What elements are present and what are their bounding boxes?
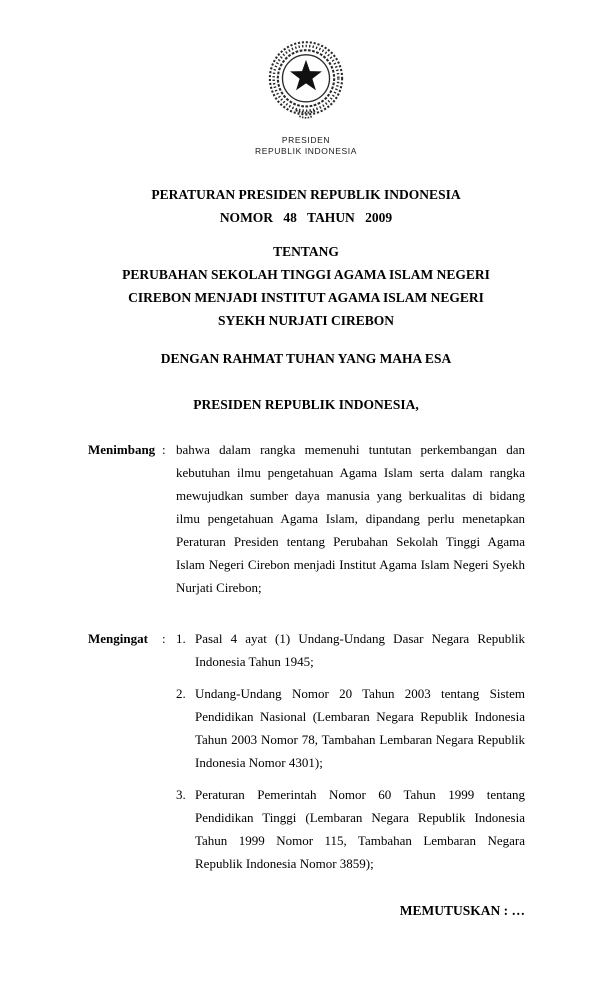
seal-caption-line2: REPUBLIK INDONESIA [255,146,357,156]
decision-line: MEMUTUSKAN : … [399,903,525,918]
title-subject [0,263,612,332]
seal-caption [0,135,612,157]
list-number: 3. [176,787,186,802]
legal-basis-item [176,682,525,774]
seal-caption-line1: PRESIDEN [281,135,331,145]
presidential-seal-icon [264,36,348,124]
legal-basis-colon: : [162,631,166,646]
list-number: 1. [176,631,186,646]
list-text: Undang-Undang Nomor 20 Tahun 2003 tentang Sistem Pendidikan Nasional (Lembaran Negara Republik Indonesia Tahun 2003 Nomor 78, Tambahan Lembaran Negara Republik Indonesia Nomor 4301); [195,686,525,770]
legal-basis-label: Mengingat [88,631,148,646]
list-number: 2. [176,686,186,701]
header-seal-block [0,0,612,157]
title-nomor: NOMOR 48 TAHUN 2009 [219,210,393,225]
subject-line-3: SYEKH NURJATI CIREBON [217,313,395,328]
list-text: Peraturan Pemerintah Nomor 60 Tahun 1999 tentang Pendidikan Tinggi (Lembaran Negara Republik Indonesia Tahun 1999 Nomor 115, Tambahan Lembaran Negara Republik Indonesia Nomor 3859); [195,787,525,871]
subject-line-2: CIREBON MENJADI INSTITUT AGAMA ISLAM NEGERI [128,290,484,305]
grace-line: DENGAN RAHMAT TUHAN YANG MAHA ESA [160,351,452,366]
considerations-label: Menimbang [88,442,156,457]
list-text: Pasal 4 ayat (1) Undang-Undang Dasar Negara Republik Indonesia Tahun 1945; [195,631,525,669]
considerations-section [0,438,612,599]
considerations-colon: : [162,442,166,457]
legal-basis-item [176,783,525,875]
title-tentang: TENTANG [273,244,339,259]
considerations-text: bahwa dalam rangka memenuhi tuntutan perkembangan dan kebutuhan ilmu pengetahuan Agama Islam serta dalam rangka mewujudkan sumber daya manusia yang berkualitas di bidang ilmu pengetahuan Agama Islam, dipandang perlu menetapkan Peraturan Presiden tentang Perubahan Sekolah Tinggi Agama Islam Negeri Cirebon menjadi Institut Agama Islam Negeri Syekh Nurjati Cirebon; [176,442,525,595]
legal-basis-list [176,627,525,875]
authority-line: PRESIDEN REPUBLIK INDONESIA, [193,397,419,412]
subject-line-1: PERUBAHAN SEKOLAH TINGGI AGAMA ISLAM NEGERI [122,267,490,282]
legal-basis-item [176,627,525,673]
legal-basis-section [0,627,612,875]
document-title [0,183,612,229]
title-line1: PERATURAN PRESIDEN REPUBLIK INDONESIA [151,187,461,202]
